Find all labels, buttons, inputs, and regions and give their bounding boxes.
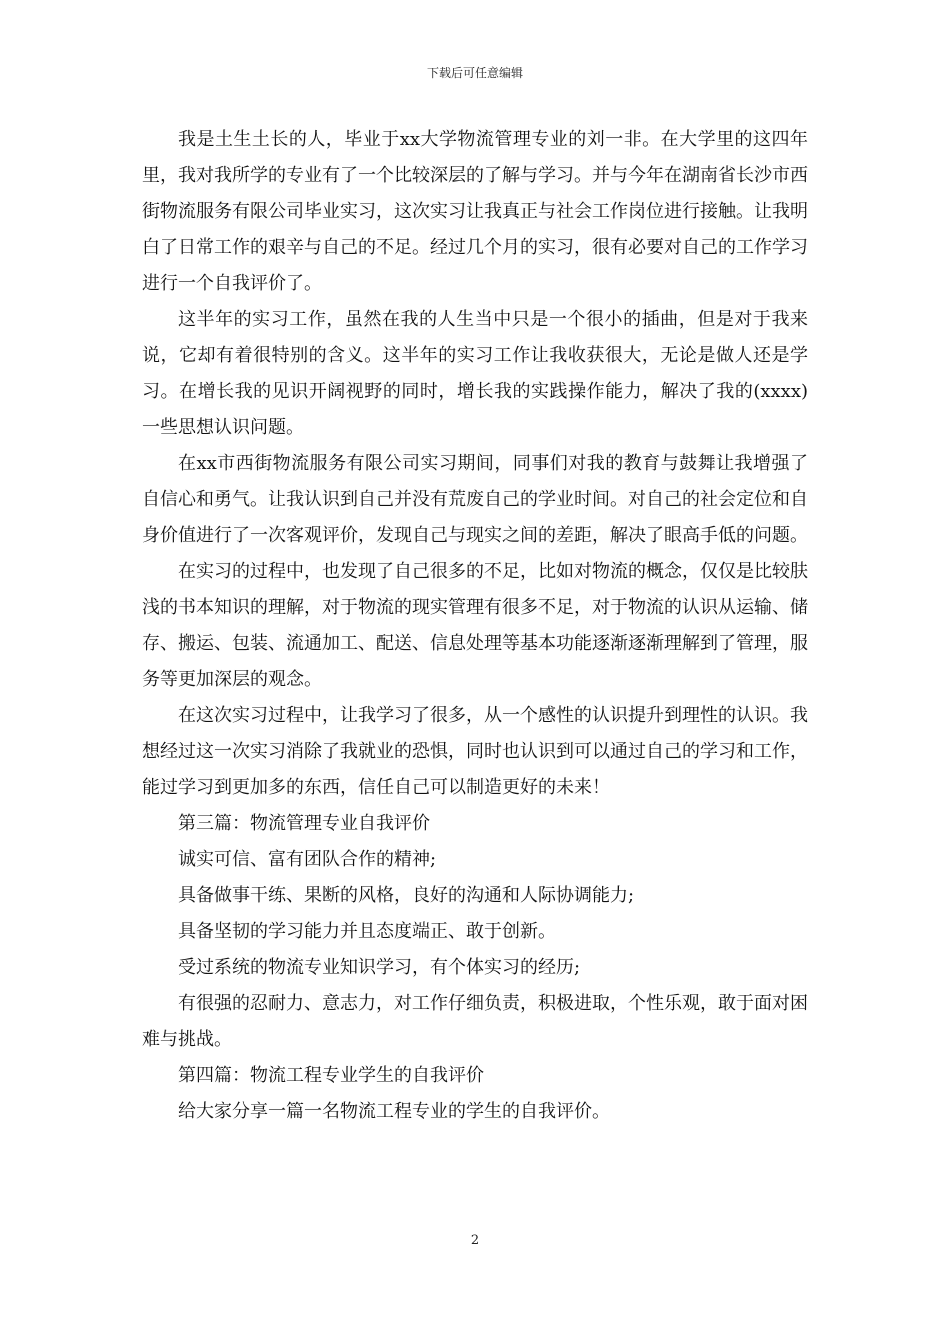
paragraph-share: 给大家分享一篇一名物流工程专业的学生的自我评价。 bbox=[178, 1101, 610, 1122]
paragraph-shortcomings: 在实习的过程中，也发现了自己很多的不足，比如对物流的概念，仅仅是比较肤浅的书本知识的理解，对于物流的现实管理有很多不足，对于物流的认识从运输、储存、搬运、包装、流通加工、配送、信息处理等基本功能逐渐逐渐理解到了管理，服务等更加深层的观念。 bbox=[142, 561, 808, 690]
list-item: 具备坚韧的学习能力并且态度端正、敢于创新。 bbox=[178, 921, 556, 942]
paragraph-intro: 我是土生土长的人，毕业于xx大学物流管理专业的刘一非。在大学里的这四年里，我对我所学的专业有了一个比较深层的了解与学习。并与今年在湖南省长沙市西街物流服务有限公司毕业实习，这次实习让我真正与社会工作岗位进行接触。让我明白了日常工作的艰辛与自己的不足。经过几个月的实习，很有必要对自己的工作学习进行一个自我评价了。 bbox=[142, 129, 808, 294]
list-item: 受过系统的物流专业知识学习，有个体实习的经历; bbox=[178, 957, 581, 978]
list-item: 诚实可信、富有团队合作的精神; bbox=[178, 849, 437, 870]
paragraph-internship-meaning: 这半年的实习工作，虽然在我的人生当中只是一个很小的插曲，但是对于我来说，它却有着很特别的含义。这半年的实习工作让我收获很大，无论是做人还是学习。在增长我的见识开阔视野的同时，增长我的实践操作能力，解决了我的(xxxx)一些思想认识问题。 bbox=[142, 309, 808, 438]
page-number: 2 bbox=[470, 1233, 480, 1248]
list-item: 具备做事干练、果断的风格，良好的沟通和人际协调能力; bbox=[178, 885, 635, 906]
section-heading-third: 第三篇：物流管理专业自我评价 bbox=[178, 813, 430, 834]
document-body bbox=[142, 122, 808, 1130]
paragraph-company-experience: 在xx市西街物流服务有限公司实习期间，同事们对我的教育与鼓舞让我增强了自信心和勇气。让我认识到自己并没有荒废自己的学业时间。对自己的社会定位和自身价值进行了一次客观评价，发现自己与现实之间的差距，解决了眼高手低的问题。 bbox=[142, 453, 808, 546]
paragraph-conclusion: 在这次实习过程中，让我学习了很多，从一个感性的认识提升到理性的认识。我想经过这一次实习消除了我就业的恐惧，同时也认识到可以通过自己的学习和工作，能过学习到更加多的东西，信任自己可以制造更好的未来！ bbox=[142, 705, 808, 798]
section-heading-fourth: 第四篇：物流工程专业学生的自我评价 bbox=[178, 1065, 484, 1086]
page-header: 下载后可任意编辑 bbox=[426, 66, 523, 80]
list-item: 有很强的忍耐力、意志力，对工作仔细负责，积极进取，个性乐观，敢于面对困难与挑战。 bbox=[142, 993, 808, 1050]
